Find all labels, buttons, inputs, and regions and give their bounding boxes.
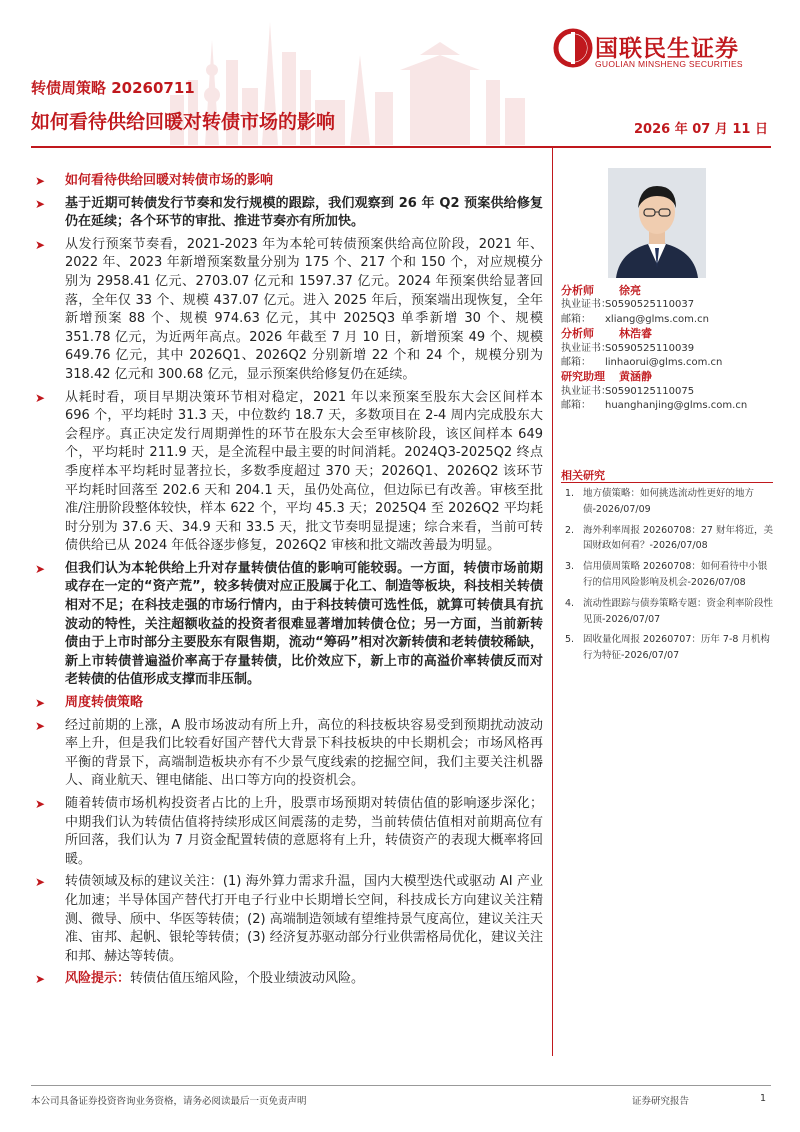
analyst-role-row: 分析师 林浩睿: [561, 327, 652, 341]
risk-text: 转债估值压缩风险，个股业绩波动风险。: [130, 971, 365, 987]
analyst-role-row: 研究助理 黄涵静: [561, 370, 652, 384]
bullet-arrow-icon: ➤: [35, 237, 46, 252]
brand-name-en: GUOLIAN MINSHENG SECURITIES: [595, 59, 743, 69]
report-date: 2026 年 07 月 11 日: [634, 122, 768, 137]
bullet-heading: ➤ 如何看待供给回暖对转债市场的影响: [33, 172, 543, 191]
brand-logo-block: [553, 28, 778, 74]
guolian-logo-icon: [553, 28, 593, 68]
analyst-name: 黄涵静: [619, 370, 652, 384]
bullet-arrow-icon: ➤: [35, 718, 46, 733]
bullet-paragraph: ➤ 基于近期可转债发行节奏和发行规模的跟踪，我们观察到 26 年 Q2 预案供给修复仍在延续；各个环节的审批、推进节奏亦有所加快。: [35, 195, 543, 230]
bullet-arrow-icon: ➤: [35, 875, 46, 890]
footer-report-type: 证券研究报告: [632, 1096, 690, 1107]
analyst-portrait-image: [608, 168, 706, 278]
analyst-list: [561, 284, 776, 414]
bullet-paragraph: ➤ 从发行预案节奏看，2021-2023 年为本轮可转债预案供给高位阶段，2021 年、2022 年、2023 年新增预案数量分别为 175 个、217 个和 150 个，对应规模分别为 2958.41 亿元、2703.07 亿元和 1597.37 亿元。2024 年预案供给显著回落，全年仅 33 个、规模 437.07 亿元。进入 2025 年后，预案端出现恢复，全年新增预案 88 个、规模 974.63 亿元，其中 2025Q3 单季新增 30 个、规模 351.78 亿元，为近两年高点。2026 年截至 7 月 10 日，新增预案 49 个、规模 649.76 亿元，其中 2026Q1、2026Q2 分别新增 22 个和 24 个，规模分别为 318.42 亿元和 300.68 亿元，显示预案供给修复仍在延续。: [35, 236, 543, 382]
brand-name-cn: 国联民生证券: [595, 36, 739, 62]
related-research-item[interactable]: 5. 固收量化周报 20260707：历年 7-8 月机构行为特征-2026/07/07: [565, 634, 770, 662]
bullet-arrow-icon: ➤: [35, 696, 46, 711]
related-research-divider: [561, 482, 773, 483]
bullet-paragraph: ➤ 但我们认为本轮供给上升对存量转债估值的影响可能较弱。一方面，转债市场前期或存在一定的“资产荒”，较多转债对应正股属于化工、制造等板块，科技相关转债相对不足；在科技走强的市场行情内，由于科技转债可选性低，就算可转债具有抗波动的特性，关注超额收益的投资者很难显著增加转债仓位；另一方面，当前新转债由于上市时部分主要股东有限售期，流动“筹码”相对次新转债和老转债较稀缺，新上市转债普遍溢价率高于存量转债，比价效应下，新上市的高溢价率转债反而对老转债的估值形成支撑而非压制。: [35, 560, 543, 688]
related-research-item[interactable]: 2. 海外利率周报 20260708：27 财年将近，美国财政如何看？-2026/07/08: [565, 524, 773, 552]
column-divider: [552, 148, 553, 1056]
footer-divider: [31, 1085, 771, 1086]
related-research-item[interactable]: 4. 流动性跟踪与债券策略专题：资金利率阶段性见顶-2026/07/07: [565, 597, 774, 625]
analyst-email[interactable]: linhaorui@glms.com.cn: [605, 356, 723, 368]
footer-disclaimer: 本公司具备证券投资咨询业务资格，请务必阅读最后一页免责声明: [31, 1096, 307, 1107]
bullet-heading: ➤ 周度转债策略: [33, 694, 543, 713]
report-series: 转债周策略 20260711: [31, 79, 195, 97]
report-body: [33, 172, 543, 993]
bullet-arrow-icon: ➤: [35, 561, 46, 576]
bullet-arrow-icon: ➤: [35, 390, 46, 405]
analyst-name: 林浩睿: [619, 327, 652, 341]
page-number: 1: [760, 1093, 767, 1104]
analyst-cert-row: 执业证书：S0590125110075: [561, 385, 695, 397]
analyst-email[interactable]: xliang@glms.com.cn: [605, 313, 709, 325]
analyst-email-row: 邮箱： huanghanjing@glms.com.cn: [561, 400, 748, 412]
bullet-paragraph: ➤ 经过前期的上涨，A 股市场波动有所上升，高位的科技板块容易受到预期扰动波动率上升，但是我们比较看好国产替代大背景下科技板块的中长期机会；市场风格再平衡的背景下，高端制造板块亦有不少景气度线索的挖掘空间，我们主要关注机器人、商业航天、锂电储能、出口等方向的投资机会。: [35, 717, 543, 789]
analyst-role-row: 分析师 徐亮: [561, 284, 641, 297]
related-research-item[interactable]: 3. 信用债周策略 20260708：如何看待中小银行的信用风险影响及机会-2026/07/08: [565, 561, 768, 588]
bullet-arrow-icon: ➤: [35, 174, 46, 188]
analyst-photo: [608, 168, 706, 278]
analyst-cert-row: 执业证书：S0590525110039: [561, 342, 695, 354]
analyst-name: 徐亮: [619, 284, 641, 297]
related-research-title: 相关研究: [561, 469, 605, 482]
bullet-paragraph: ➤ 从耗时看，项目早期决策环节相对稳定，2021 年以来预案至股东大会区间样本 696 个，平均耗时 31.3 天，中位数约 18.7 天，多数项目在 2-4 周内完成股东大会程序。真正决定发行周期弹性的环节在股东大会至审核阶段，该区间样本 649 个，平均耗时 211.9 天，是全流程中最主要的时间消耗。2024Q3-2025Q2 终点季度样本平均耗时显著拉长，多数季度超过 370 天；2026Q1、2026Q2 该环节平均耗时回落至 202.6 天和 204.1 天，虽仍处高位，但边际已有改善。审核至批准/注册阶段整体较快，样本 622 个，平均 45.3 天；2025Q4 至 2026Q2 平均耗时分别为 37.6 天、34.9 天和 33.5 天，批文节奏明显提速；综合来看，当前可转债供给已从 2024 年低谷逐步修复，2026Q2 审核和批文端改善最为明显。: [35, 389, 543, 554]
header-divider: [31, 146, 771, 148]
report-title: 如何看待供给回暖对转债市场的影响: [31, 111, 336, 133]
bullet-arrow-icon: ➤: [35, 972, 46, 987]
related-research-list: [561, 486, 774, 669]
related-research-item[interactable]: 1. 地方债策略：如何挑选流动性更好的地方债-2026/07/09: [565, 488, 755, 515]
analyst-cert-row: 执业证书：S0590525110037: [561, 299, 695, 311]
bullet-paragraph: ➤ 随着转债市场机构投资者占比的上升，股票市场预期对转债估值的影响逐步深化；中期我们认为转债估值将持续形成区间震荡的走势，当前转债估值相对前期高位有所回落，我们认为 7 月资金配置转债的意愿将有上升，转债资产的表现大概率将回暖。: [35, 796, 543, 867]
analyst-email-row: 邮箱： linhaorui@glms.com.cn: [561, 356, 723, 368]
risk-warning: [33, 970, 543, 989]
analyst-email-row: 邮箱： xliang@glms.com.cn: [561, 313, 709, 325]
bullet-arrow-icon: ➤: [35, 797, 46, 811]
bullet-paragraph: ➤ 转债领域及标的建议关注：(1) 海外算力需求升温，国内大模型迭代或驱动 AI 产业化加速；半导体国产替代打开电子行业中长期增长空间，科技成长方向建议关注精测、微导、颀中、华医等转债；(2) 高端制造领域有望维持景气度高位，建议关注天准、宙邦、起帆、银轮等转债；(3) 经济复苏驱动部分行业供需格局优化，建议关注和邦、赫达等转债。: [35, 874, 543, 964]
risk-label: 风险提示：: [65, 971, 131, 987]
bullet-arrow-icon: ➤: [35, 196, 46, 211]
analyst-email[interactable]: huanghanjing@glms.com.cn: [605, 400, 748, 412]
